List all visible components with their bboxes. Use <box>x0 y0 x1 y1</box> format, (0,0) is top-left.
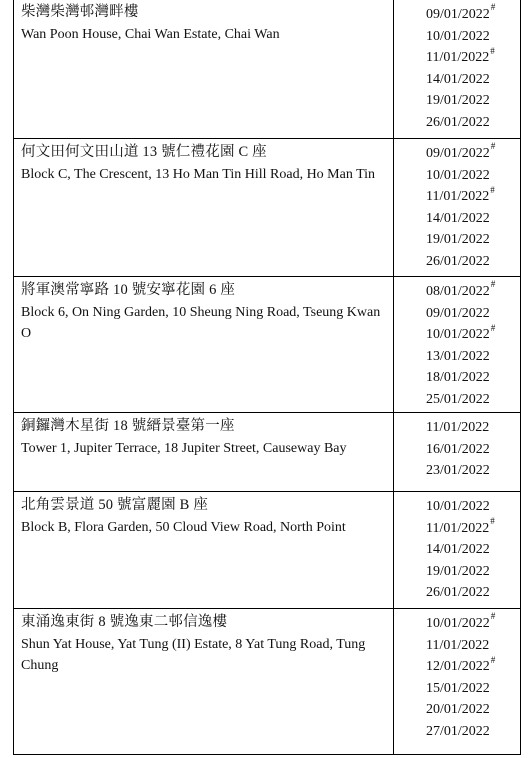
date-entry <box>426 26 520 48</box>
date-value: 23/01/2022 <box>426 463 490 479</box>
date-value: 09/01/2022 <box>426 146 490 161</box>
date-value: 15/01/2022 <box>426 680 490 696</box>
date-entry <box>426 561 520 583</box>
date-value: 08/01/2022 <box>426 284 490 299</box>
address-chinese: 柴灣柴灣邨灣畔樓 <box>21 4 139 20</box>
date-value: 26/01/2022 <box>426 114 490 130</box>
dates-cell <box>394 139 520 276</box>
date-entry <box>426 656 520 678</box>
address-chinese: 銅鑼灣木星街 18 號縉景臺第一座 <box>21 418 235 434</box>
date-entry <box>426 251 520 273</box>
date-entry <box>426 303 520 325</box>
address-english: Block C, The Crescent, 13 Ho Man Tin Hill Road, Ho Man Tin <box>21 166 376 182</box>
date-value: 11/01/2022 <box>426 189 490 205</box>
date-value: 25/01/2022 <box>426 391 490 407</box>
date-entry <box>426 582 520 604</box>
address-cell <box>14 609 394 754</box>
date-mark: # <box>490 45 495 56</box>
date-entry <box>426 346 520 368</box>
date-value: 09/01/2022 <box>426 305 490 321</box>
address-chinese: 將軍澳常寧路 10 號安寧花園 6 座 <box>21 282 236 298</box>
address-chinese: 東涌逸東街 8 號逸東二邨信逸樓 <box>21 614 228 630</box>
date-value: 19/01/2022 <box>426 232 490 248</box>
date-value: 26/01/2022 <box>426 585 490 601</box>
date-value: 16/01/2022 <box>426 441 490 457</box>
date-value: 11/01/2022 <box>426 420 490 435</box>
date-mark: # <box>490 654 496 665</box>
address-cell <box>14 0 394 138</box>
table-row <box>14 277 520 413</box>
date-entry <box>426 208 520 230</box>
date-entry <box>426 186 520 208</box>
dates-cell <box>394 609 520 754</box>
address-cell <box>14 492 394 608</box>
date-value: 14/01/2022 <box>426 542 490 558</box>
address-english: Tower 1, Jupiter Terrace, 18 Jupiter Street, Causeway Bay <box>21 440 347 456</box>
date-value: 10/01/2022 <box>426 499 490 514</box>
date-entry <box>426 90 520 112</box>
date-value: 10/01/2022 <box>426 327 490 343</box>
dates-cell <box>394 0 520 138</box>
date-value: 14/01/2022 <box>426 71 490 87</box>
date-value: 26/01/2022 <box>426 253 490 269</box>
date-entry <box>426 613 520 635</box>
date-mark: # <box>490 2 496 13</box>
date-value: 20/01/2022 <box>426 702 490 718</box>
date-entry <box>426 389 520 411</box>
date-value: 11/01/2022 <box>426 50 490 66</box>
date-entry <box>426 324 520 346</box>
address-english: Block B, Flora Garden, 50 Cloud View Road, North Point <box>21 519 346 535</box>
address-cell <box>14 277 394 412</box>
date-value: 11/01/2022 <box>426 637 490 653</box>
date-entry <box>426 439 520 461</box>
date-mark: # <box>490 515 495 526</box>
date-entry <box>426 367 520 389</box>
date-value: 11/01/2022 <box>426 520 490 536</box>
address-english: Block 6, On Ning Garden, 10 Sheung Ning Road, Tseung Kwan O <box>21 304 381 341</box>
date-value: 10/01/2022 <box>426 28 490 44</box>
date-mark: # <box>490 322 496 333</box>
date-entry <box>426 229 520 251</box>
table-row <box>14 413 520 492</box>
date-entry <box>426 281 520 303</box>
address-chinese: 何文田何文田山道 13 號仁禮花園 C 座 <box>21 144 267 160</box>
address-chinese: 北角雲景道 50 號富麗園 B 座 <box>21 497 209 513</box>
address-cell <box>14 413 394 491</box>
date-entry <box>426 47 520 69</box>
date-value: 12/01/2022 <box>426 659 490 675</box>
date-value: 13/01/2022 <box>426 348 490 364</box>
date-entry <box>426 678 520 700</box>
date-value: 10/01/2022 <box>426 167 490 183</box>
date-entry <box>426 460 520 482</box>
date-entry <box>426 699 520 721</box>
date-mark: # <box>490 279 496 290</box>
table-row <box>14 492 520 609</box>
date-entry <box>426 515 520 540</box>
date-entry <box>426 539 520 561</box>
date-entry <box>426 4 520 26</box>
date-mark: # <box>490 141 496 152</box>
address-dates-table <box>13 0 521 755</box>
date-mark: # <box>490 184 495 195</box>
table-row <box>14 139 520 277</box>
dates-cell <box>394 492 520 608</box>
dates-cell <box>394 277 520 412</box>
date-entry <box>426 143 520 165</box>
date-entry <box>426 112 520 134</box>
table-row <box>14 0 520 139</box>
address-cell <box>14 139 394 276</box>
table-row <box>14 609 520 755</box>
address-english: Shun Yat House, Yat Tung (II) Estate, 8 Yat Tung Road, Tung Chung <box>21 636 366 673</box>
date-value: 19/01/2022 <box>426 563 490 579</box>
date-entry <box>426 635 520 657</box>
date-value: 09/01/2022 <box>426 7 490 22</box>
date-entry <box>426 165 520 187</box>
date-value: 18/01/2022 <box>426 370 490 386</box>
date-entry <box>426 69 520 91</box>
date-entry <box>426 417 520 439</box>
date-entry <box>426 721 520 743</box>
dates-cell <box>394 413 520 491</box>
date-value: 14/01/2022 <box>426 210 490 226</box>
date-value: 19/01/2022 <box>426 93 490 109</box>
date-value: 27/01/2022 <box>426 723 490 739</box>
date-entry <box>426 496 520 518</box>
address-english: Wan Poon House, Chai Wan Estate, Chai Wan <box>21 26 280 42</box>
date-value: 10/01/2022 <box>426 616 490 631</box>
date-mark: # <box>490 611 496 622</box>
